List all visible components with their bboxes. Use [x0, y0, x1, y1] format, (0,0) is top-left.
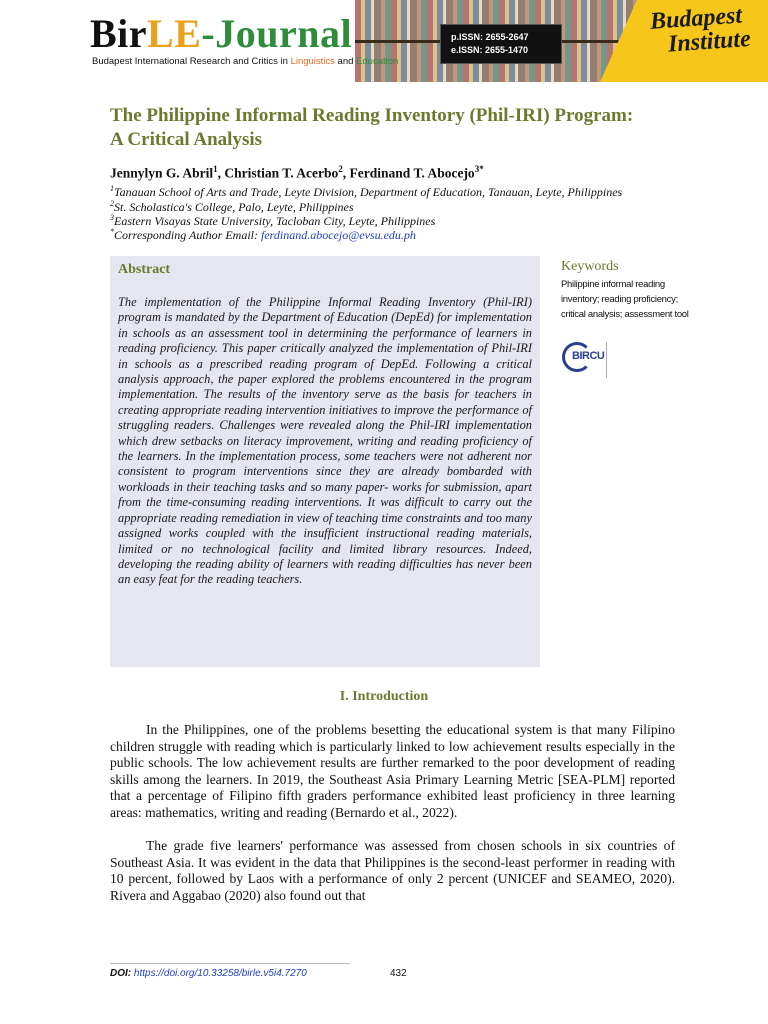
- subtitle-part2: Linguistics: [290, 56, 335, 67]
- page-number: 432: [390, 968, 407, 979]
- publisher-line2: Institute: [667, 25, 752, 58]
- intro-paragraph: In the Philippines, one of the problems besetting the educational system is that many Filipino children struggle with reading which is particularly linked to low achievement results especially in the public schools. The low achievement results are further remarked to the poor development of reading skills among the learners. In 2019, the Southeast Asia Primary Learning Metric [SEA-PLM] reported that a percentage of Filipino fifth graders performance exhibited least proficiency in three learning areas: mathematics, writing and reading (Bernardo et al., 2022).: [110, 722, 675, 820]
- issn-box: [440, 24, 562, 64]
- pissn: p.ISSN: 2655-2647: [451, 32, 529, 42]
- abstract-box: [110, 256, 540, 667]
- abstract-text: The implementation of the Philippine Informal Reading Inventory (Phil-IRI) program is mandated by the Department of Education (DepEd) for implementation in schools as an assessment tool in determining the performance of learners in reading proficiency. This paper critically analyzed the implementation of Phil-IRI in schools as a prescribed reading program of DepEd. Following a critical analysis approach, the paper explored the problems encountered in the program implementation. The results of the inventory serve as the basis for teachers in creating appropriate reading intervention initiatives to improve the performance of struggling readers. Challenges were revealed along the Phil-IRI implementation which drew setbacks on literacy improvement, writing and reading proficiency of the learners. In the implementation process, some teachers were not adherent nor consistent to program interventions since they are already bombarded with workloads in their teaching tasks and so many paper- works for submission, apart from the time-consuming reading interventions. It was difficult to carry out the appropriate reading remediation in view of teaching time constraints and too many assigned works coupled with the insufficient instructional reading materials, limited or no technological facility and limited library resources. Indeed, developing the reading ability of learners with reading difficulties has never been an easy feat for the reading teachers.: [118, 295, 532, 587]
- author-name: Ferdinand T. Abocejo: [349, 165, 475, 181]
- corresponding-label: Corresponding Author Email:: [114, 228, 262, 242]
- footer-doi: [110, 968, 307, 979]
- subtitle-part1: Budapest International Research and Critics in: [92, 56, 291, 67]
- title-line2: A Critical Analysis: [110, 129, 263, 150]
- affiliation-sup: 3: [110, 213, 114, 222]
- author-name: Jennylyn G. Abril: [110, 165, 214, 181]
- introduction-heading: I. Introduction: [339, 689, 429, 704]
- doi-label: DOI:: [110, 968, 132, 979]
- corresponding-author: [110, 225, 710, 242]
- keywords-heading: Keywords: [561, 259, 619, 274]
- affiliation-text: St. Scholastica's College, Palo, Leyte, Philippines: [114, 200, 354, 214]
- footer-divider: [110, 963, 350, 964]
- title-line1: The Philippine Informal Reading Inventory (Phil-IRI) Program:: [110, 105, 634, 126]
- author-name: Christian T. Acerbo: [224, 165, 339, 181]
- journal-name-part2: LE: [147, 11, 202, 56]
- affiliation-text: Tanauan School of Arts and Trade, Leyte Division, Department of Education, Tanauan, Leyte, Philippines: [114, 185, 623, 199]
- publisher-logo: [649, 2, 762, 58]
- journal-name-part1: Bir: [90, 11, 148, 56]
- journal-logo: [90, 12, 352, 56]
- bircu-logo: [560, 340, 612, 378]
- subtitle-part3: and: [334, 56, 357, 67]
- affiliation-sup: 2: [110, 199, 114, 208]
- logo-divider: [606, 342, 607, 378]
- intro-paragraph: The grade five learners' performance was assessed from chosen schools in six countries of Southeast Asia. It was evident in the data that Philippines is the second-least performer in reading with 10 percent, followed by Laos with a performance of only 2 percent (UNICEF and SEAMEO, 2020). Rivera and Aggabao (2020) also found out that: [110, 838, 675, 903]
- affiliation-sup: 1: [110, 184, 114, 193]
- author-list: Jennylyn G. Abril$^1$, Christian T. Acerbo$^2$, Ferdinand T. Abocejo$^{3*}$: [110, 164, 484, 181]
- doi-link[interactable]: https://doi.org/10.33258/birle.v5i4.7270: [133, 968, 307, 979]
- paper-title: [110, 104, 710, 152]
- eissn: e.ISSN: 2655-1470: [451, 45, 529, 55]
- abstract-heading: Abstract: [118, 262, 171, 277]
- journal-subtitle: [92, 56, 398, 67]
- subtitle-part4: Education: [356, 56, 399, 67]
- author-sup: 1: [213, 164, 218, 174]
- author-sup: 3*: [474, 164, 484, 174]
- author-sup: 2: [338, 164, 343, 174]
- corresponding-email-link[interactable]: ferdinand.abocejo@evsu.edu.ph: [261, 228, 416, 242]
- corresponding-sup: *: [110, 227, 114, 236]
- journal-banner: [0, 0, 768, 82]
- journal-name-part3: -Journal: [201, 11, 353, 56]
- keywords-text: Philippine informal reading inventory; reading proficiency; critical analysis; assessment tool: [561, 279, 689, 320]
- publisher-line1: Budapest: [649, 2, 743, 35]
- affiliation-text: Eastern Visayas State University, Tacloban City, Leyte, Philippines: [114, 214, 436, 228]
- bircu-logo-text: BIRCU: [572, 350, 605, 362]
